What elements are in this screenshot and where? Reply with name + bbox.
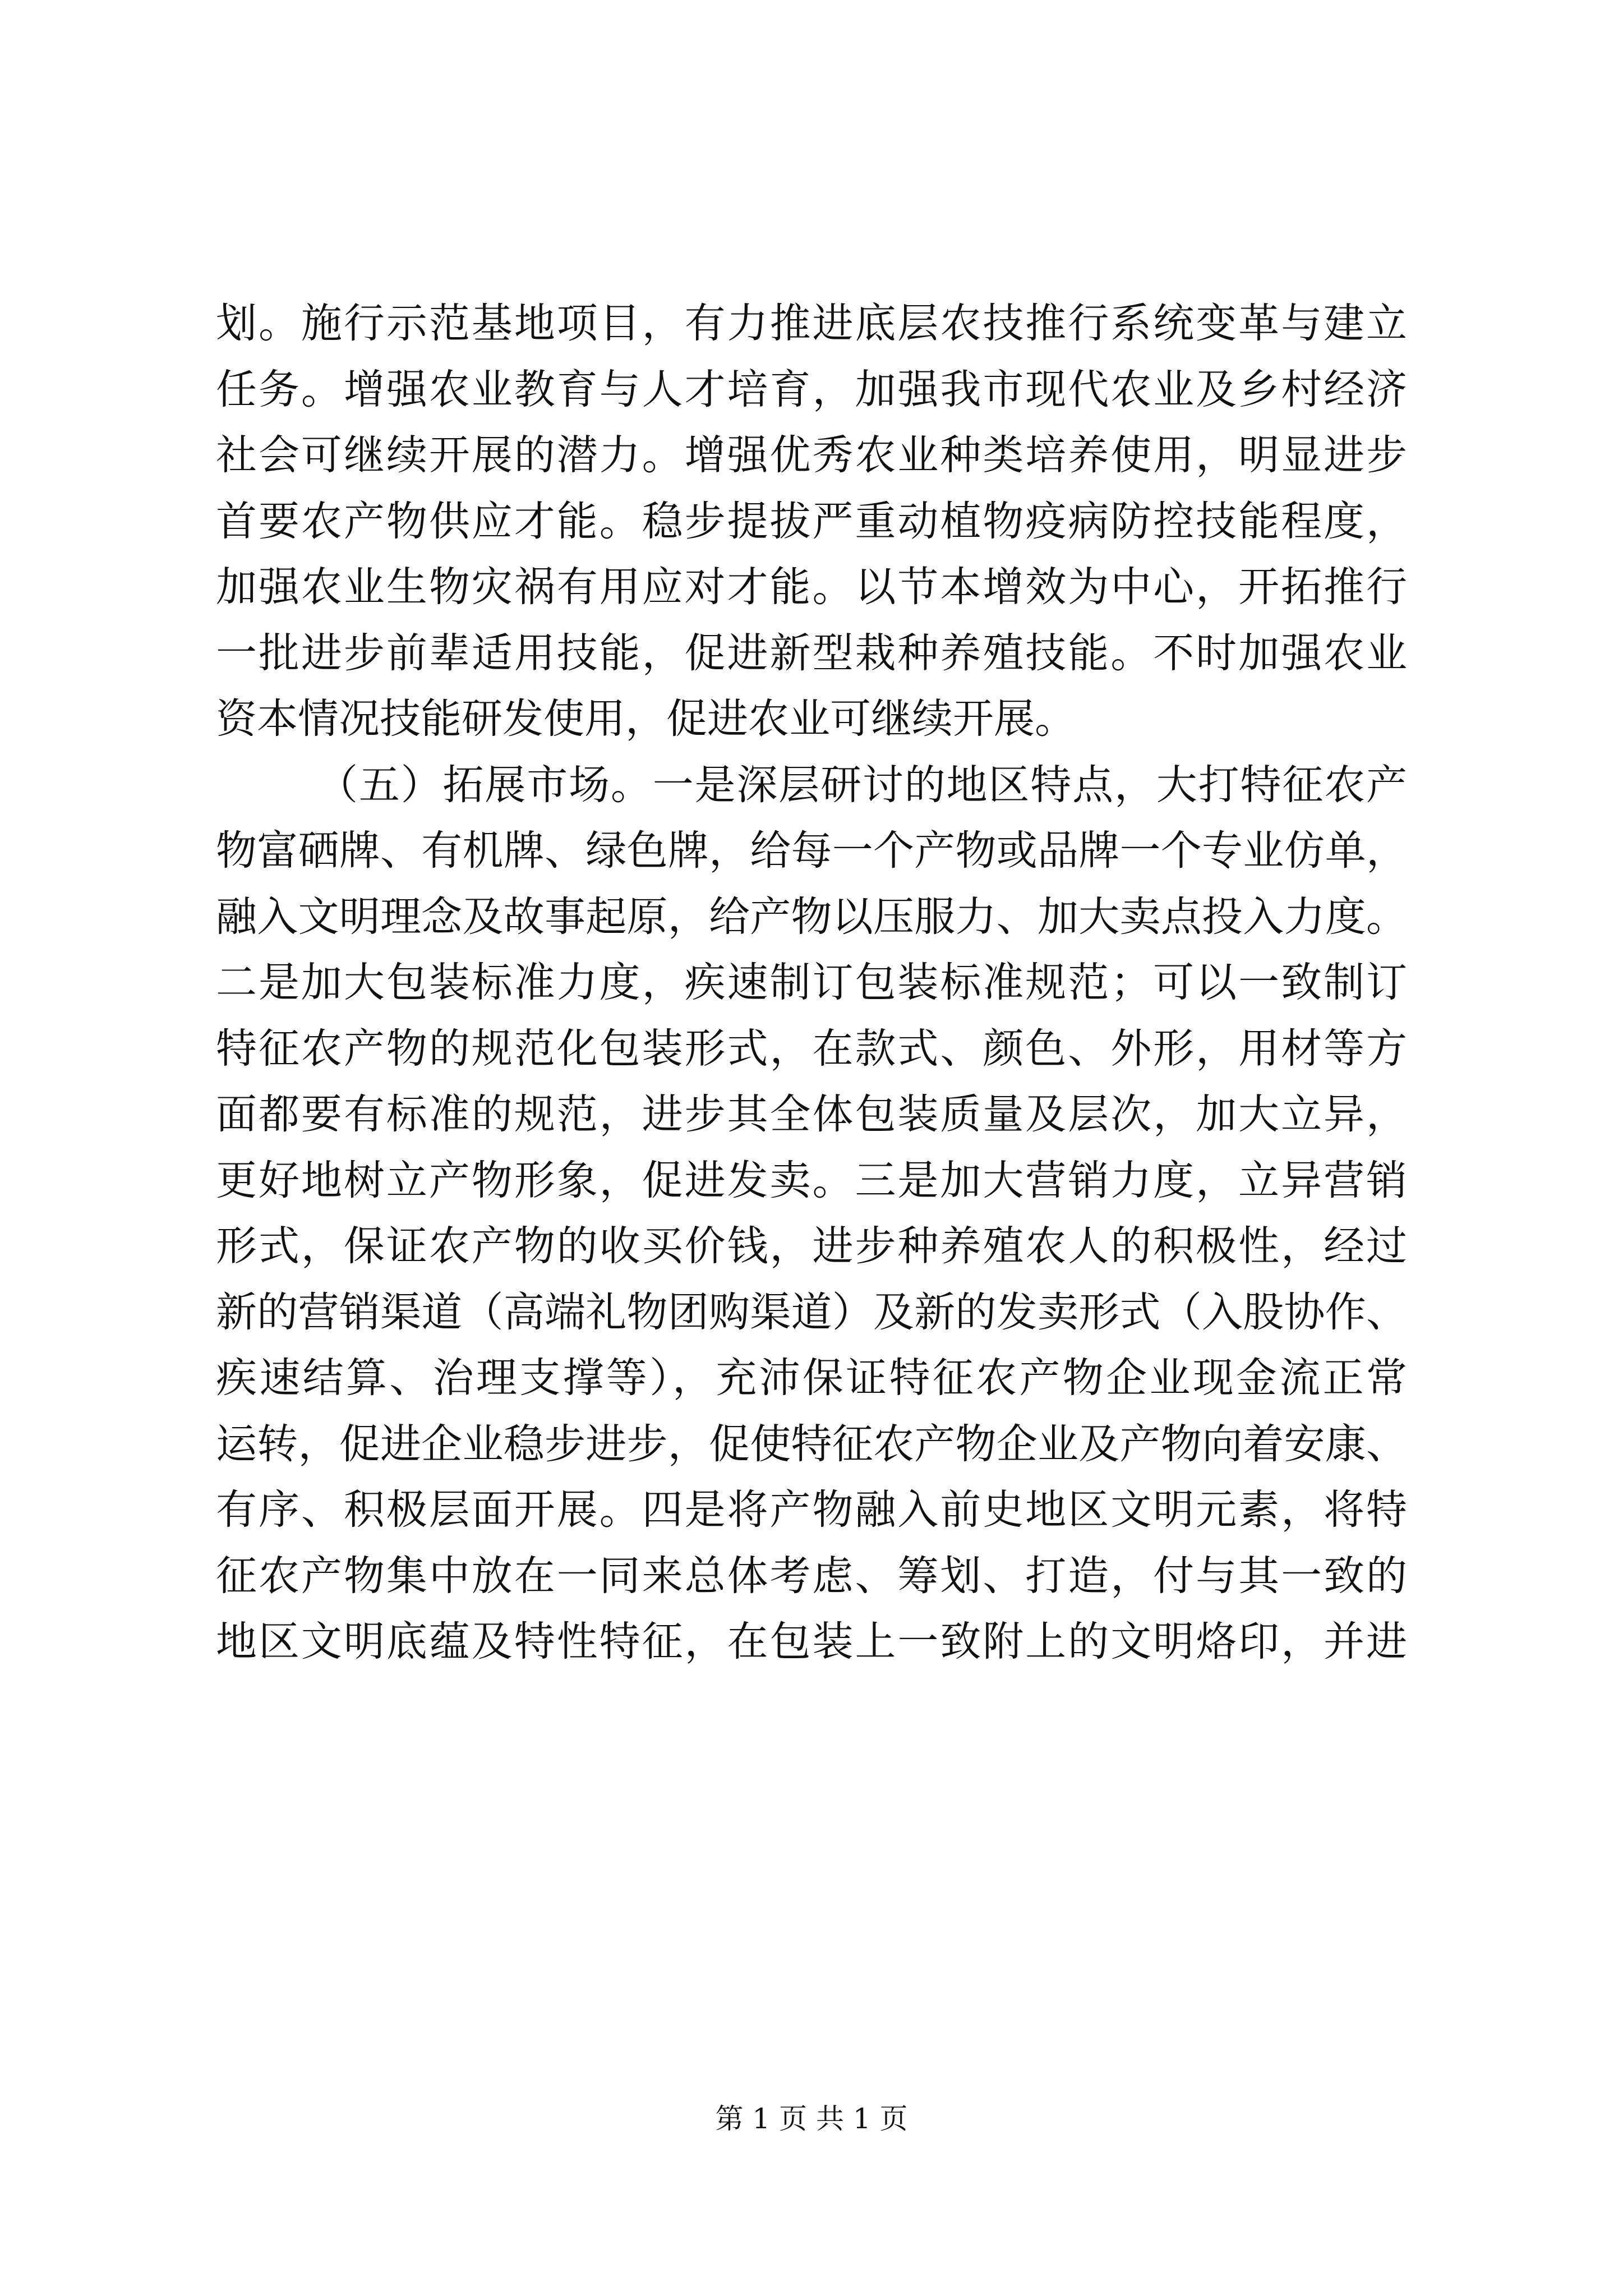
text-line: 二是加大包装标准力度，疾速制订包装标准规范；可以一致制订	[216, 959, 1407, 1006]
document-body	[216, 291, 1407, 1675]
text-line: （五）拓展市场。一是深层研讨的地区特点，大打特征农产	[317, 761, 1407, 809]
text-line: 资本情况技能研发使用，促进农业可继续开展。	[216, 695, 1076, 743]
text-line: 特征农产物的规范化包装形式，在款式、颜色、外形，用材等方	[216, 1024, 1407, 1073]
text-line: 一批进步前辈适用技能，促进新型栽种养殖技能。不时加强农业	[216, 629, 1407, 677]
page-number-footer: 第 1 页 共 1 页	[715, 2102, 908, 2135]
text-line: 新的营销渠道（高端礼物团购渠道）及新的发卖形式（入股协作、	[216, 1288, 1407, 1336]
paragraph-2	[216, 752, 1407, 1675]
text-line: 运转，促进企业稳步进步，促使特征农产物企业及产物向着安康、	[216, 1420, 1407, 1468]
paragraph-1	[216, 291, 1407, 752]
text-line: 首要农产物供应才能。稳步提拔严重动植物疫病防控技能程度，	[216, 497, 1407, 545]
text-line: 任务。增强农业教育与人才培育，加强我市现代农业及乡村经济	[216, 365, 1407, 413]
text-line: 融入文明理念及故事起原，给产物以压服力、加大卖点投入力度。	[216, 892, 1407, 941]
text-line: 面都要有标准的规范，进步其全体包装质量及层次，加大立异，	[216, 1091, 1407, 1138]
text-line: 疾速结算、治理支撑等），充沛保证特征农产物企业现金流正常	[216, 1354, 1407, 1402]
text-line: 征农产物集中放在一同来总体考虑、筹划、打造，付与其一致的	[216, 1552, 1407, 1600]
text-line: 划。施行示范基地项目，有力推进底层农技推行系统变革与建立	[216, 300, 1407, 347]
text-line: 物富硒牌、有机牌、绿色牌，给每一个产物或品牌一个专业仿单，	[216, 827, 1407, 875]
text-line: 地区文明底蕴及特性特征，在包装上一致附上的文明烙印，并进	[216, 1618, 1407, 1665]
text-line: 更好地树立产物形象，促进发卖。三是加大营销力度，立异营销	[216, 1156, 1407, 1204]
text-line: 加强农业生物灾祸有用应对才能。以节本增效为中心，开拓推行	[216, 563, 1407, 611]
text-line: 社会可继续开展的潜力。增强优秀农业种类培养使用，明显进步	[216, 431, 1407, 479]
text-line: 形式，保证农产物的收买价钱，进步种养殖农人的积极性，经过	[216, 1222, 1407, 1270]
text-line: 有序、积极层面开展。四是将产物融入前史地区文明元素，将特	[216, 1486, 1407, 1534]
